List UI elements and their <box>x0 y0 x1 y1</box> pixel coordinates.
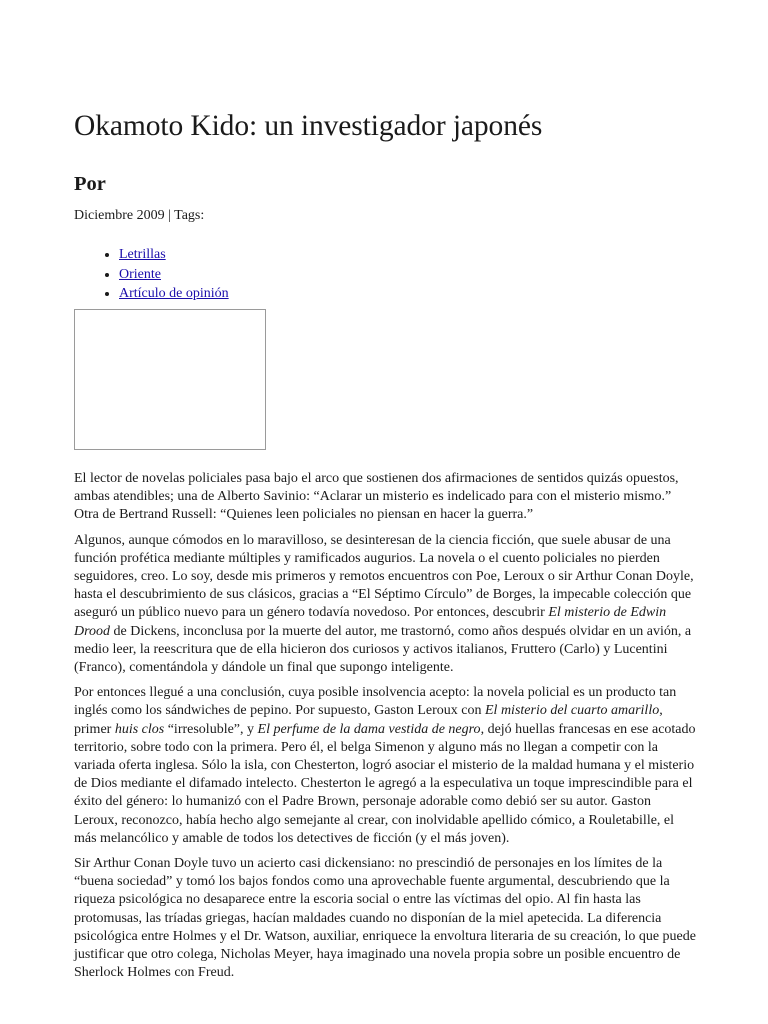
byline: Por <box>74 173 106 195</box>
tag-list-item <box>119 265 229 285</box>
italic-title-text: El perfume de la dama vestida de negro <box>257 721 481 737</box>
article-image-placeholder <box>74 309 266 450</box>
paragraph-text: El lector de novelas policiales pasa bajo el arco que sostienen dos afirmaciones de sentidos quizás opuestos, ambas atendibles; una de Alberto Savinio: “Aclarar un misterio es indelicado para con el misterio mismo.” Otra de Bertrand Russell: “Quienes leen policiales no piensan en hacer la guerra.” <box>74 471 679 523</box>
paragraph-text: de Dickens, inconclusa por la muerte del autor, me trastornó, como años después olvidar en un avión, a medio leer, la reescritura que de ella hicieron dos curiosos y activos italianos, Fruttero (Carlo) y Lucentini (Franco), comentándola y dándole un final que supongo inteligente. <box>74 623 692 676</box>
article-meta: Diciembre 2009 | Tags: <box>74 208 205 223</box>
italic-title-text: El misterio del cuarto amarillo <box>485 703 660 719</box>
body-paragraph <box>74 532 698 678</box>
tag-link-letrillas[interactable]: Letrillas <box>119 247 166 262</box>
paragraph-text: , primer <box>74 703 663 737</box>
paragraph-text: Algunos, aunque cómodos en lo maravilloso, se desinteresan de la ciencia ficción, que suele abusar de una función profética mediante múltiples y ramificados augurios. La novela o el cuento policiales no pierden seguidores, creo. Lo soy, desde mis primeros y remotos encuentros con Poe, Leroux o sir Arthur Conan Doyle, hasta el descubrimiento de sus clásicos, gracias a “El Séptimo Círculo” de Borges, la impecable colección que aseguró un público nuevo para un género todavía novedoso. Por entonces, descubrir <box>74 532 694 621</box>
tag-link-oriente[interactable]: Oriente <box>119 266 161 282</box>
body-paragraph <box>74 470 698 525</box>
paragraph-text: Sir Arthur Conan Doyle tuvo un acierto casi dickensiano: no prescindió de personajes en los límites de la “buena sociedad” y tomó los bajos fondos como una aprovechable fuente argumental, descubriendo que la riqueza psicológica no desaparece entre la escoria social o entre las víctimas del opio. Al fin hasta las protomusas, las tríadas griegas, hacían maldades cuando no disponían de la miel apetecida. La diferencia psicológica entre Holmes y el Dr. Watson, auxiliar, enriquece la envoltura literaria de su creación, lo que puede justificar que otro colega, Nicholas Meyer, haya imaginado una novela propia sobre un posible encuentro de Sherlock Holmes con Freud. <box>74 856 696 981</box>
italic-title-text: El misterio de Edwin Drood <box>74 605 667 639</box>
tag-list-item <box>119 284 229 304</box>
tag-list <box>74 245 229 304</box>
tag-link-articulo-de-opinion[interactable]: Artículo de opinión <box>119 286 229 302</box>
paragraph-text: “irresoluble”, y <box>164 721 258 737</box>
body-paragraph <box>74 684 698 848</box>
tag-list-item <box>119 245 229 265</box>
article-title: Okamoto Kido: un investigador japonés <box>74 110 543 142</box>
italic-title-text: huis clos <box>114 721 165 737</box>
body-paragraph <box>74 855 698 982</box>
article-body <box>74 470 698 989</box>
paragraph-text: Por entonces llegué a una conclusión, cuya posible insolvencia acepto: la novela policial es un producto tan inglés como los sándwiches de pepino. Por supuesto, Gaston Leroux con <box>74 685 677 719</box>
paragraph-text: , dejó huellas francesas en ese acotado territorio, sobre todo con la primera. Pero él, el belga Simenon y alguno más no llegan a competir con la variada oferta inglesa. Sólo la isla, con Chesterton, logró asociar el misterio de la maldad humana y el misterio de Dios mediante el difamado intelecto. Chesterton le agregó a la especulativa un toque imprescindible para el éxito del género: lo humanizó con el Padre Brown, personaje adorable como debió ser su autor. Gaston Leroux, reconozco, había hecho algo semejante al crear, con inolvidable apellido cómico, a Rouletabille, el más melancólico y amable de todos los detectives de ficción (y el más joven). <box>74 721 696 846</box>
